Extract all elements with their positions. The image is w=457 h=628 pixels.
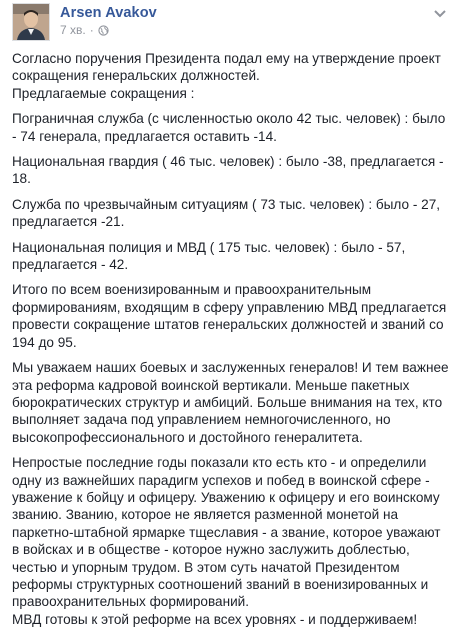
chevron-down-icon[interactable] <box>433 6 447 16</box>
post-paragraph: Пограничная служба (с численностью около 42 тыс. человек) : было - 74 генерала, предлагается оставить -14. <box>12 111 446 144</box>
post-paragraph: МВД готовы к этой реформе на всех уровнях - и поддерживаем! <box>12 611 418 627</box>
meta-separator: · <box>89 23 94 37</box>
post-paragraph: Национальная полиция и МВД ( 175 тыс. человек) : было - 57, предлагается - 42. <box>12 239 406 273</box>
post-paragraph: Непростые последние годы показали кто есть кто - и определили одну из важнейших парадигм успехов и побед в воинской сфере - уважение к бойцу и офицеру. Уважению к офицеру и его воинскому званию. Званию, которое не является разменной монетой на паркетно-штабной ярмарке тщеславия - а звание, которое уважают в войсках и в обществе - которое нужно заслужить доблестью, честью и упорным трудом. В этом суть начатой Президентом реформы структурных соотношений званий в военизированных и правоохранительных формирований. <box>12 455 441 610</box>
globe-icon[interactable] <box>98 25 109 36</box>
post-paragraph: Национальная гвардия ( 46 тыс. человек) : было -38, предлагается - 18. <box>12 154 444 187</box>
post-paragraph: Предлагаемые сокращения : <box>12 85 195 101</box>
post-text <box>12 50 450 628</box>
post-paragraph: Согласно поручения Президента подал ему на утверждение проект сокращения генеральских должностей. <box>12 51 441 84</box>
post-timestamp[interactable]: 7 хв. <box>60 23 86 37</box>
post-paragraph: Мы уважаем наших боевых и заслуженных генералов! И тем важнее эта реформа кадровой воинской вертикали. Меньше пакетных бюрократических структур и амбиций. Больше внимания на тех, кто выполняет задача под управлением немногочисленного, но высокопрофессионального и достойного генералитета. <box>12 360 449 445</box>
post-meta <box>60 23 109 37</box>
post-paragraph: Служба по чрезвычайным ситуациям ( 73 тыс. человек) : было - 27, предлагается -21. <box>12 196 441 230</box>
post-header <box>0 0 457 44</box>
author-name[interactable]: Arsen Avakov <box>60 5 157 21</box>
avatar[interactable] <box>12 3 50 41</box>
post-paragraph: Итого по всем военизированным и правоохранительным формированиям, входящим в сферу управлению МВД предлагается провести сокращение штатов генеральских должностей и званий со 194 до 95. <box>12 282 447 350</box>
